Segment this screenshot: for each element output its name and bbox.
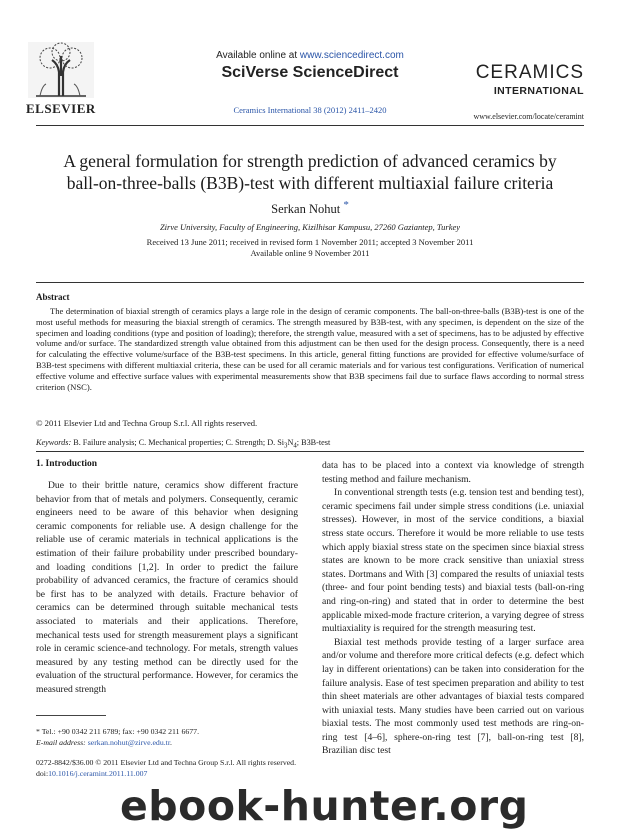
footnote-mark: * xyxy=(36,727,40,736)
author-footnote-mark[interactable]: * xyxy=(343,199,349,211)
intro-paragraph-1: Due to their brittle nature, ceramics show different fracture behavior from that of metals and polymers. Consequently, ceramic engineers need to be aware of this behavior when designing ceramic components for reliable use. A design challenge for the reliable use of ceramic materials in technical applications is the estimation of their failure probability under prescribed boundary- and loading conditions [1,2]. In order to predict the failure probability of advanced ceramics, the fracture of ceramics should be first has to be analyzed with details. Fracture behavior of ceramics can be determined through suitable mechanical tests associated to materials and their applications. Therefore, mechanical tests used for strength measurement plays a significant role in ceramic science-and technology. For metals, strength values measured by any testing method can be directly used for the evaluation of the structural performance. However, for ceramics the measured strength xyxy=(36,480,298,695)
issn-copyright: 0272-8842/$36.00 © 2011 Elsevier Ltd and Techna Group S.r.l. All rights reserved. xyxy=(36,758,297,767)
email-label: E-mail address: xyxy=(36,738,86,747)
right-column xyxy=(322,459,584,758)
publisher-wordmark: ELSEVIER xyxy=(26,101,96,116)
available-online-line xyxy=(0,50,620,61)
intro-paragraph-continued: data has to be placed into a context via knowledge of strength testing method and failure mechanism. xyxy=(322,460,584,485)
abstract-top-divider xyxy=(36,282,584,283)
author-name: Serkan Nohut xyxy=(271,202,341,217)
abstract-text: The determination of biaxial strength of ceramics plays a large role in the design of ceramic components. The ball-on-three-balls (B3B)-test is one of the most useful methods for measuring the biaxial strength of ceramics. The strength measured by B3B-test, with any specimen, is dependent on the size of the specimen and loading conditions (type and position of loading); therefore, the strength value, measured with a set of specimens, has to be adjusted by effective volume and/or surface. The standardized strength value obtained from this adjustment can be then used for the design process. Consequently, there is a need for calculating the effective volume/surface of the B3B-test specimens. In this article, general fitting functions are provided for effective volume/surface of B3B-test specimens with different multiaxial criteria, these can be used for all ceramic materials and for various test configurations. Verification of numerical effective volume and effective surface values with experimental measurements show that B3B specimens fail due to surface flaws according to normal stress criterion (NSC). xyxy=(36,306,584,392)
intro-paragraph-3: Biaxial test methods provide testing of a larger surface area and/or volume and therefore more critical defects (e.g. defect which lay in different orientations) can be taken into consideration for the failure analysis. Ease of test specimen preparation and ability to test thin sheet materials are other advantages of biaxial tests compared with uniaxial tests. Many studies have been carried out on various biaxial tests. The most commonly used test methods are ring-on-ring test [4–6], sphere-on-ring test [7], ball-on-ring test [8], Brazilian disc test xyxy=(322,636,584,757)
journal-logo xyxy=(476,64,584,100)
footnote-contact-line xyxy=(36,726,199,737)
abstract-heading: Abstract xyxy=(36,292,70,302)
watermark-text: ebook-hunter.org xyxy=(120,782,529,830)
footnote-contact: Tel.: +90 0342 211 6789; fax: +90 0342 211 6677. xyxy=(39,727,200,736)
journal-reference-link[interactable]: Ceramics International 38 (2012) 2411–2420 xyxy=(233,105,387,115)
abstract-copyright: © 2011 Elsevier Ltd and Techna Group S.r.l. All rights reserved. xyxy=(36,418,258,428)
article-dates xyxy=(0,237,620,259)
keywords-pre: B. Failure analysis; C. Mechanical properties; C. Strength; D. Si xyxy=(71,438,285,447)
author-email-link[interactable]: serkan.nohut@zirve.edu.tr xyxy=(87,738,171,747)
footnote-email-line xyxy=(36,737,199,748)
journal-name-line1: CERAMICS xyxy=(475,62,584,83)
abstract-bottom-divider xyxy=(36,451,584,452)
article-title xyxy=(36,150,584,194)
doi-label: doi: xyxy=(36,769,49,778)
page-footer xyxy=(36,757,296,779)
header-divider xyxy=(36,125,584,126)
received-dates: Received 13 June 2011; received in revised form 1 November 2011; accepted 3 November 2011 xyxy=(146,237,474,247)
platform-name: SciVerse ScienceDirect xyxy=(221,64,399,81)
keywords-sub2: 4 xyxy=(293,442,297,450)
intro-paragraph-2: In conventional strength tests (e.g. tension test and bending test), ceramic specimens fail under simple stress conditions (i.e. uniaxial stresses). However, in most of the service conditions, a biaxial stress state occurs. Therefore it would be more reliable to use tests which apply biaxial stress state on the specimen since biaxial stress states are known to be more crack sensitive than uniaxial stress states. Dortmans and With [3] compared the results of uniaxial tests (three- and four point bending tests) and biaxial tests (ball-on-ring and ring-on-ring) and stated that in order to determine the best applicable mixed-mode fracture criterion, a varying degree of stress multiaxiality is required for the strength measuring test. xyxy=(322,487,584,635)
author-line xyxy=(0,199,620,217)
section-heading-introduction: 1. Introduction xyxy=(36,459,98,469)
keywords-post: ; B3B-test xyxy=(296,438,331,447)
footnote-divider xyxy=(36,715,106,716)
author-affiliation: Zirve University, Faculty of Engineering, Kizilhisar Kampusu, 27260 Gaziantep, Turkey xyxy=(159,222,461,232)
sciencedirect-link[interactable]: www.sciencedirect.com xyxy=(299,50,404,61)
doi-link[interactable]: 10.1016/j.ceramint.2011.11.007 xyxy=(48,769,148,778)
keywords-line xyxy=(36,438,330,450)
keywords-sub1: 3 xyxy=(284,442,288,450)
available-date: Available online 9 November 2011 xyxy=(250,248,370,258)
doi-line xyxy=(36,768,296,779)
email-end: . xyxy=(170,738,172,747)
journal-name-line2: INTERNATIONAL xyxy=(493,85,584,97)
title-line-1: A general formulation for strength prediction of advanced ceramics by xyxy=(63,151,557,171)
title-line-2: ball-on-three-balls (B3B)-test with different multiaxial failure criteria xyxy=(66,173,554,193)
keywords-label: Keywords: xyxy=(36,438,72,447)
left-column xyxy=(36,479,298,697)
available-prefix: Available online at xyxy=(216,50,300,61)
keywords-mid: N xyxy=(287,438,294,447)
author-footnote xyxy=(36,726,199,748)
journal-website: www.elsevier.com/locate/ceramint xyxy=(473,112,584,121)
